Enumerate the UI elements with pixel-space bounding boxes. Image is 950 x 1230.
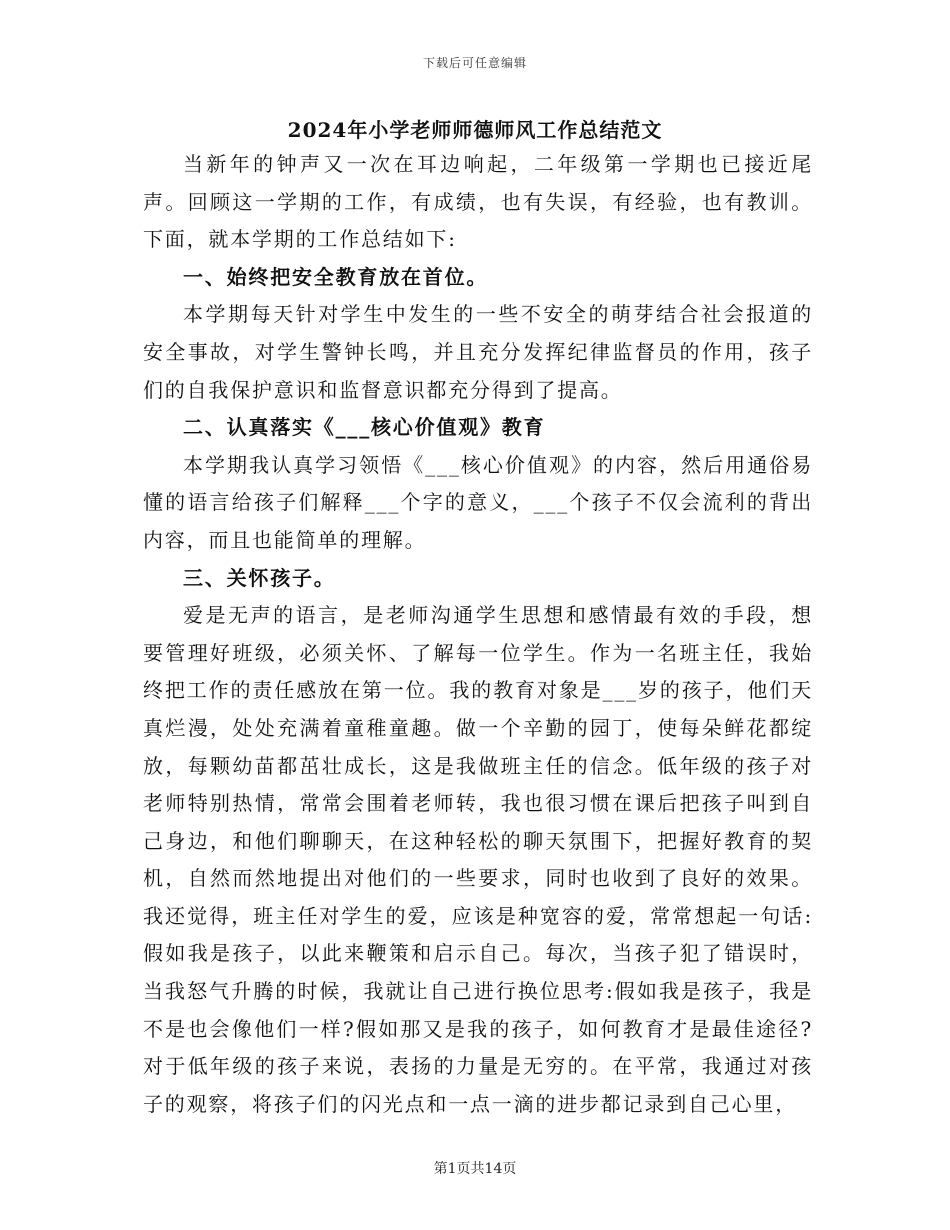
paragraph-intro: 当新年的钟声又一次在耳边响起，二年级第一学期也已接近尾声。回顾这一学期的工作，有成绩，也有失误，有经验，也有教训。下面，就本学期的工作总结如下: <box>143 152 813 252</box>
document-body <box>143 146 813 1123</box>
page-number: 第1页共14页 <box>433 1161 517 1177</box>
section-heading-core-values: 二、认真落实《___核心价值观》教育 <box>183 415 546 440</box>
paragraph-core-values: 本学期我认真学习领悟《___核心价值观》的内容，然后用通俗易懂的语言给孩子们解释___个字的意义，___个孩子不仅会流利的背出内容，而且也能简单的理解。 <box>143 452 813 552</box>
header-note: 下载后可任意编辑 <box>422 56 527 70</box>
paragraph-care: 爱是无声的语言，是老师沟通学生思想和感情最有效的手段，想要管理好班级，必须关怀、了解每一位学生。作为一名班主任，我始终把工作的责任感放在第一位。我的教育对象是___岁的孩子，他们天真烂漫，处处充满着童稚童趣。做一个辛勤的园丁，使每朵鲜花都绽放，每颗幼苗都茁壮成长，这是我做班主任的信念。低年级的孩子对老师特别热情，常常会围着老师转，我也很习惯在课后把孩子叫到自己身边，和他们聊聊天，在这种轻松的聊天氛围下，把握好教育的契机，自然而然地提出对他们的一些要求，同时也收到了良好的效果。我还觉得，班主任对学生的爱，应该是种宽容的爱，常常想起一句话:假如我是孩子，以此来鞭策和启示自己。每次，当孩子犯了错误时，当我怒气升腾的时候，我就让自己进行换位思考:假如我是孩子，我是不是也会像他们一样?假如那又是我的孩子，如何教育才是最佳途径?对于低年级的孩子来说，表扬的力量是无穷的。在平常，我通过对孩子的观察，将孩子们的闪光点和一点一滴的进步都记录到自己心里， <box>143 603 813 1116</box>
paragraph-safety: 本学期每天针对学生中发生的一些不安全的萌芽结合社会报道的安全事故，对学生警钟长鸣，并且充分发挥纪律监督员的作用，孩子们的自我保护意识和监督意识都充分得到了提高。 <box>143 302 813 402</box>
section-heading-safety: 一、始终把安全教育放在首位。 <box>183 264 489 289</box>
section-heading-care: 三、关怀孩子。 <box>183 565 336 590</box>
document-title: 2024年小学老师师德师风工作总结范文 <box>287 118 663 142</box>
